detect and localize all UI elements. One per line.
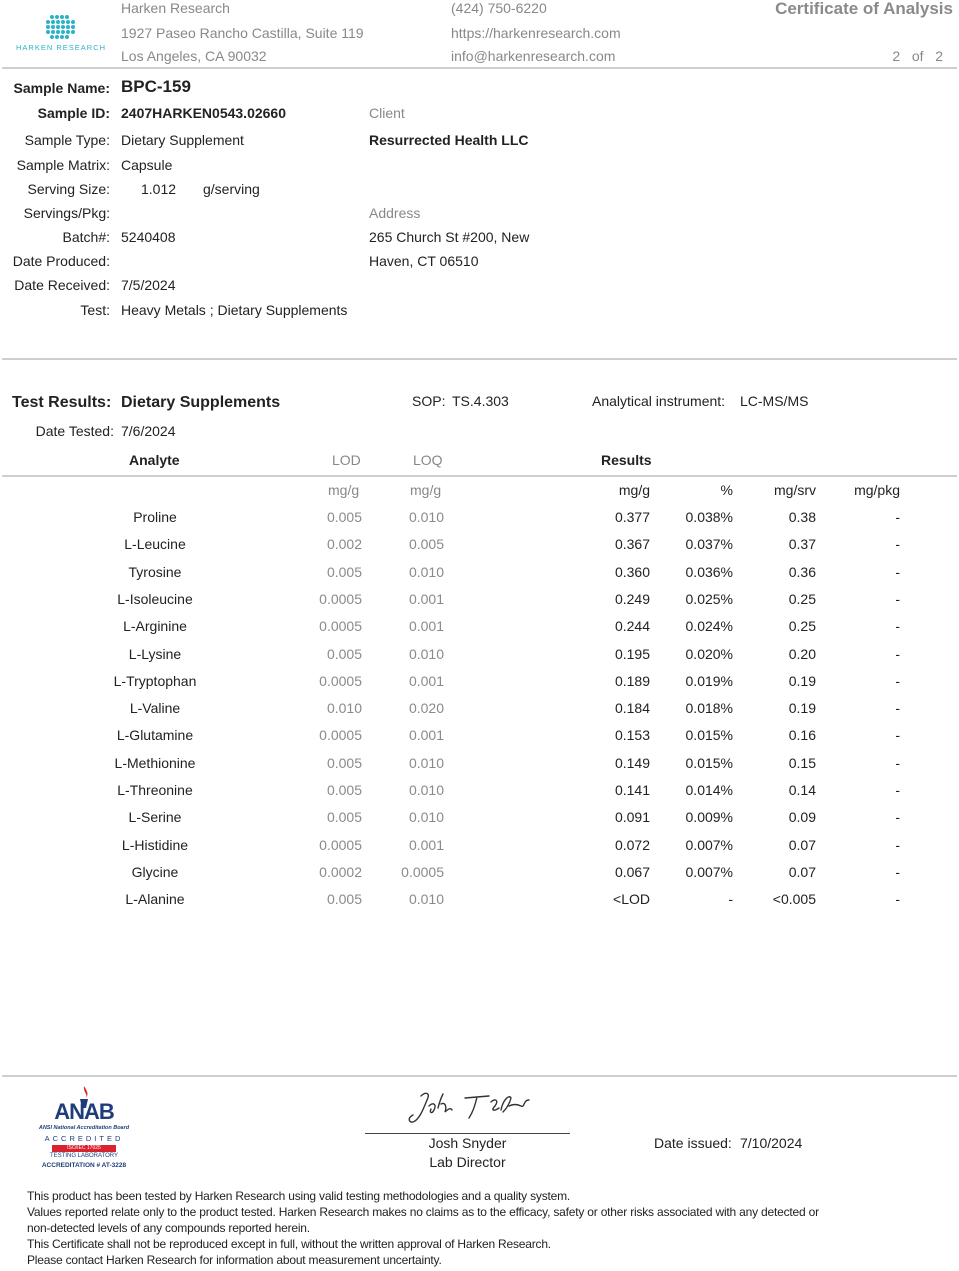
anab-line2: ACCREDITED — [44, 1134, 124, 1143]
client-address-line2: Haven, CT 06510 — [369, 253, 479, 269]
anab-line1: ANSI National Accreditation Board — [38, 1125, 130, 1131]
serving-size-unit: g/serving — [203, 181, 260, 197]
mgpkg-cell: - — [895, 754, 900, 771]
mgpkg-cell: - — [895, 563, 900, 580]
lod-cell: 0.0005 — [319, 672, 362, 689]
mgsrv-cell: 0.38 — [788, 509, 816, 525]
mgpkg-cell: - — [895, 863, 900, 880]
mgg-cell: 0.072 — [614, 836, 650, 853]
col-loq: LOQ — [413, 452, 443, 468]
test-label: Test: — [80, 302, 110, 318]
client-label: Client — [369, 105, 405, 121]
lod-cell: 0.005 — [326, 754, 362, 771]
lod-cell: 0.005 — [326, 809, 362, 826]
company-website[interactable]: https://harkenresearch.com — [451, 25, 621, 41]
unit-mgsrv: mg/srv — [774, 482, 816, 498]
mgsrv-cell: 0.16 — [788, 727, 816, 744]
analyte-cell: L-Isoleucine — [117, 590, 193, 607]
loq-cell: 0.001 — [408, 836, 444, 853]
loq-cell: 0.005 — [408, 536, 444, 553]
analyte-cell: L-Lysine — [128, 645, 182, 662]
mgsrv-cell: 0.07 — [788, 836, 816, 853]
mgg-cell: 0.091 — [614, 809, 650, 826]
analyte-cell: L-Threonine — [117, 782, 193, 798]
lod-cell: 0.005 — [326, 782, 362, 798]
mgg-cell: 0.141 — [614, 782, 650, 798]
pct-cell: 0.007% — [685, 836, 733, 853]
mgsrv-cell: <0.005 — [772, 891, 816, 908]
loq-cell: 0.0005 — [401, 863, 444, 880]
servings-pkg-label: Servings/Pkg: — [23, 205, 110, 221]
disclaimer-line3: non-detected levels of any compounds reported herein. — [27, 1221, 310, 1235]
company-address-line1: 1927 Paseo Rancho Castilla, Suite 119 — [121, 25, 364, 41]
company-phone: (424) 750-6220 — [451, 0, 547, 16]
mgg-cell: 0.244 — [614, 618, 650, 635]
mgg-cell: 0.249 — [614, 590, 650, 607]
mgg-cell: 0.360 — [614, 563, 650, 580]
col-results: Results — [601, 452, 652, 468]
loq-cell: 0.010 — [408, 509, 444, 525]
lod-cell: 0.005 — [326, 891, 362, 908]
loq-cell: 0.010 — [408, 891, 444, 908]
mgg-cell: 0.377 — [614, 509, 650, 525]
loq-cell: 0.001 — [408, 590, 444, 607]
loq-cell: 0.010 — [408, 782, 444, 798]
sample-name: BPC-159 — [121, 77, 191, 96]
mgpkg-cell: - — [895, 891, 900, 908]
analyte-cell: L-Glutamine — [116, 727, 194, 744]
table-row — [0, 564, 959, 584]
pct-cell: 0.014% — [685, 782, 733, 798]
pct-cell: 0.025% — [685, 590, 733, 607]
mgpkg-cell: - — [895, 727, 900, 744]
pct-cell: 0.007% — [685, 863, 733, 880]
analyte-cell: L-Leucine — [124, 536, 186, 553]
mgsrv-cell: 0.19 — [788, 672, 816, 689]
instrument-value: LC-MS/MS — [740, 393, 809, 409]
batch-number: 5240408 — [121, 229, 176, 245]
mgpkg-cell: - — [895, 836, 900, 853]
mgg-cell: 0.367 — [614, 536, 650, 553]
loq-cell: 0.010 — [408, 809, 444, 826]
lod-cell: 0.005 — [326, 509, 362, 525]
pct-cell: 0.024% — [685, 618, 733, 635]
sop-value: TS.4.303 — [452, 393, 509, 409]
analyte-cell: L-Histidine — [121, 836, 189, 853]
pct-cell: - — [728, 891, 733, 908]
loq-cell: 0.010 — [408, 754, 444, 771]
analyte-cell: L-Serine — [128, 809, 182, 826]
analyte-cell: L-Tryptophan — [113, 672, 197, 689]
disclaimer-line1: This product has been tested by Harken Research using valid testing methodologies and a quality system. — [27, 1189, 571, 1203]
table-row — [0, 809, 959, 829]
company-email[interactable]: info@harkenresearch.com — [451, 48, 616, 64]
lod-cell: 0.005 — [326, 563, 362, 580]
col-analyte: Analyte — [129, 452, 180, 468]
pct-cell: 0.015% — [685, 727, 733, 744]
mgsrv-cell: 0.25 — [788, 590, 816, 607]
unit-lod: mg/g — [328, 482, 360, 498]
signer-title: Lab Director — [429, 1154, 506, 1170]
signature-image — [405, 1088, 535, 1128]
unit-pct: % — [720, 482, 733, 498]
mgsrv-cell: 0.15 — [788, 754, 816, 771]
lod-cell: 0.0002 — [319, 863, 362, 880]
loq-cell: 0.020 — [408, 700, 444, 717]
logo-text: HARKEN RESEARCH — [15, 43, 106, 52]
loq-cell: 0.010 — [408, 563, 444, 580]
lod-cell: 0.0005 — [319, 836, 362, 853]
sample-name-label: Sample Name: — [13, 80, 110, 96]
disclaimer-line5: Please contact Harken Research for information about measurement uncertainty. — [27, 1253, 442, 1267]
sample-id-label: Sample ID: — [37, 105, 110, 121]
table-row — [0, 727, 959, 747]
table-row — [0, 618, 959, 638]
pct-cell: 0.018% — [685, 700, 733, 717]
date-tested: 7/6/2024 — [121, 423, 176, 439]
results-title-label: Test Results: — [12, 394, 112, 411]
unit-loq: mg/g — [410, 482, 442, 498]
serving-size-value: 1.012 — [141, 181, 177, 197]
lod-cell: 0.0005 — [319, 618, 362, 635]
pct-cell: 0.019% — [685, 672, 733, 689]
sample-matrix-label: Sample Matrix: — [16, 157, 110, 173]
mgsrv-cell: 0.07 — [788, 863, 816, 880]
mgpkg-cell: - — [895, 536, 900, 553]
mgsrv-cell: 0.20 — [788, 645, 816, 662]
analyte-cell: L-Valine — [129, 700, 181, 717]
date-produced-label: Date Produced: — [12, 253, 110, 269]
pct-cell: 0.015% — [685, 754, 733, 771]
sample-type-label: Sample Type: — [24, 132, 110, 148]
page-total: 2 — [935, 48, 943, 64]
sample-matrix: Capsule — [121, 157, 173, 173]
lod-cell: 0.0005 — [319, 727, 362, 744]
mgg-cell: <LOD — [613, 891, 650, 908]
table-row — [0, 782, 959, 802]
dots-logo-icon — [2, 12, 120, 46]
company-name: Harken Research — [121, 0, 230, 16]
company-logo — [2, 12, 120, 58]
lod-cell: 0.010 — [326, 700, 362, 717]
table-row — [0, 864, 959, 884]
pct-cell: 0.020% — [685, 645, 733, 662]
pct-cell: 0.009% — [685, 809, 733, 826]
page-indicator — [892, 48, 943, 64]
footer-divider — [2, 1075, 957, 1077]
date-received-label: Date Received: — [14, 277, 110, 293]
client-address-line1: 265 Church St #200, New — [369, 229, 530, 245]
signature-line — [365, 1133, 570, 1134]
anab-line5: ACCREDITATION # AT-3228 — [41, 1162, 127, 1169]
col-lod: LOD — [332, 452, 361, 468]
anab-line4: TESTING LABORATORY — [49, 1153, 118, 1159]
page-of: of — [911, 48, 924, 64]
analyte-cell: Proline — [133, 509, 177, 525]
mgsrv-cell: 0.19 — [788, 700, 816, 717]
unit-mgpkg: mg/pkg — [854, 482, 900, 498]
date-received: 7/5/2024 — [121, 277, 176, 293]
sample-type: Dietary Supplement — [121, 132, 244, 148]
analyte-cell: L-Arginine — [123, 618, 187, 635]
mgpkg-cell: - — [895, 618, 900, 635]
table-row — [0, 700, 959, 720]
table-row — [0, 755, 959, 775]
analyte-cell: Tyrosine — [128, 563, 182, 580]
mgpkg-cell: - — [895, 672, 900, 689]
table-row — [0, 536, 959, 556]
loq-cell: 0.001 — [408, 618, 444, 635]
client-name: Resurrected Health LLC — [369, 132, 529, 148]
mgsrv-cell: 0.25 — [788, 618, 816, 635]
mgpkg-cell: - — [895, 509, 900, 525]
date-tested-label: Date Tested: — [35, 423, 114, 439]
mgpkg-cell: - — [895, 590, 900, 607]
disclaimer-line4: This Certificate shall not be reproduced except in full, without the written approval of Harken Research. — [27, 1237, 551, 1251]
analyte-cell: L-Alanine — [125, 891, 185, 908]
mgg-cell: 0.184 — [614, 700, 650, 717]
company-address-line2: Los Angeles, CA 90032 — [121, 48, 267, 64]
mgpkg-cell: - — [895, 645, 900, 662]
analyte-cell: Glycine — [131, 863, 179, 880]
mgpkg-cell: - — [895, 700, 900, 717]
signer-name: Josh Snyder — [428, 1135, 507, 1151]
sample-id: 2407HARKEN0543.02660 — [121, 105, 286, 121]
client-address-label: Address — [369, 205, 421, 221]
mgg-cell: 0.067 — [614, 863, 650, 880]
disclaimer-line2: Values reported relate only to the product tested. Harken Research makes no claims as to the efficacy, safety or other risks associated with any detected or — [27, 1205, 819, 1219]
header-divider — [2, 67, 957, 69]
mgpkg-cell: - — [895, 782, 900, 798]
mgsrv-cell: 0.37 — [788, 536, 816, 553]
test-name: Heavy Metals ; Dietary Supplements — [121, 302, 348, 318]
loq-cell: 0.001 — [408, 727, 444, 744]
analyte-cell: L-Methionine — [114, 754, 196, 771]
table-row — [0, 837, 959, 857]
mgsrv-cell: 0.36 — [788, 563, 816, 580]
sop-label: SOP: — [412, 393, 446, 409]
mgg-cell: 0.153 — [614, 727, 650, 744]
document-title: Certificate of Analysis — [775, 0, 953, 18]
anab-line3: ISO/IEC 17025 — [52, 1145, 116, 1152]
loq-cell: 0.010 — [408, 645, 444, 662]
batch-label: Batch#: — [62, 229, 110, 245]
serving-size-label: Serving Size: — [27, 181, 110, 197]
page-number: 2 — [892, 48, 901, 64]
unit-mgg: mg/g — [618, 482, 650, 498]
table-header-divider — [2, 475, 957, 477]
instrument-label: Analytical instrument: — [592, 393, 726, 409]
pct-cell: 0.037% — [685, 536, 733, 553]
table-row — [0, 646, 959, 666]
date-issued-label: Date issued: — [654, 1135, 732, 1151]
table-row — [0, 891, 959, 911]
lod-cell: 0.0005 — [319, 590, 362, 607]
mgsrv-cell: 0.14 — [788, 782, 816, 798]
anab-accreditation-badge — [26, 1085, 142, 1173]
table-row — [0, 591, 959, 611]
results-title: Dietary Supplements — [121, 394, 281, 411]
mgpkg-cell: - — [895, 809, 900, 826]
loq-cell: 0.001 — [408, 672, 444, 689]
pct-cell: 0.038% — [685, 509, 733, 525]
mgg-cell: 0.189 — [614, 672, 650, 689]
date-issued: 7/10/2024 — [740, 1135, 803, 1151]
anab-logo-text: ANAB — [54, 1099, 114, 1124]
lod-cell: 0.005 — [326, 645, 362, 662]
lod-cell: 0.002 — [326, 536, 362, 553]
pct-cell: 0.036% — [685, 563, 733, 580]
mgg-cell: 0.195 — [614, 645, 650, 662]
mgsrv-cell: 0.09 — [788, 809, 816, 826]
table-row — [0, 509, 959, 529]
table-row — [0, 673, 959, 693]
mgg-cell: 0.149 — [614, 754, 650, 771]
sample-divider — [2, 358, 957, 360]
